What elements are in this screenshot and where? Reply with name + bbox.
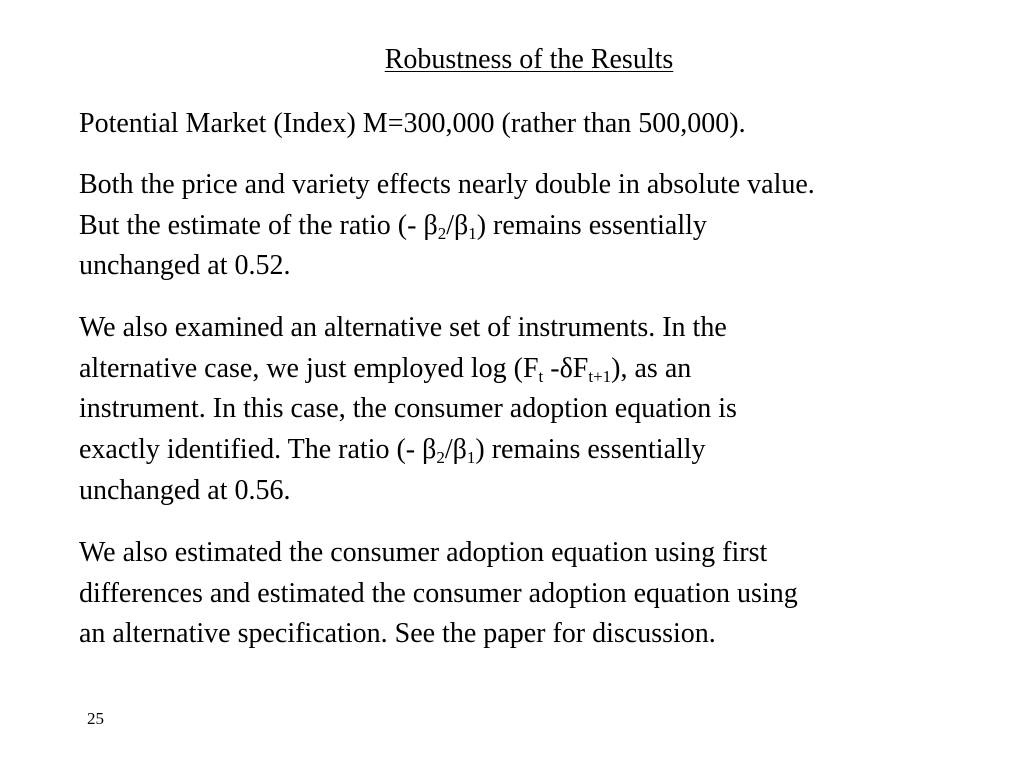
beta-symbol: β xyxy=(423,209,438,241)
beta-subscript-1: 1 xyxy=(468,223,477,243)
effects-line-2-start: But the estimate of the ratio (- xyxy=(79,209,424,241)
instruments-line-2-end: ), as an xyxy=(611,352,692,384)
instruments-line-2-start: alternative case, we just employed log (F xyxy=(79,352,539,384)
effects-line-2 xyxy=(79,206,999,247)
instruments-line-4-end: ) remains essentially xyxy=(475,434,706,466)
minus-delta-f: -δF xyxy=(543,352,589,384)
beta-symbol: β xyxy=(453,209,469,241)
ratio-slash: / xyxy=(444,434,453,466)
slide-number: 25 xyxy=(87,709,104,728)
differences-line-1: We also estimated the consumer adoption equation using first xyxy=(79,537,768,568)
beta-symbol: β xyxy=(452,434,467,466)
differences-paragraph xyxy=(79,533,999,655)
effects-paragraph xyxy=(79,165,999,287)
f-subscript-t: t xyxy=(538,366,544,386)
effects-line-2-end: ) remains essentially xyxy=(476,209,707,241)
market-paragraph xyxy=(79,104,999,145)
instruments-paragraph xyxy=(79,308,999,512)
instruments-line-4-start: exactly identified. The ratio (- xyxy=(79,434,423,466)
effects-line-1: Both the price and variety effects nearly double in absolute value. xyxy=(79,169,815,200)
instruments-line-2 xyxy=(79,349,999,390)
effects-line-3: unchanged at 0.52. xyxy=(79,250,291,282)
instruments-line-3: instrument. In this case, the consumer adoption equation is xyxy=(79,393,737,425)
market-line: Potential Market (Index) M=300,000 (rather than 500,000). xyxy=(79,108,746,139)
instruments-line-4 xyxy=(79,430,999,471)
differences-line-2: differences and estimated the consumer adoption equation using xyxy=(79,577,798,609)
differences-line-3: an alternative specification. See the paper for discussion. xyxy=(79,618,716,650)
ratio-slash: / xyxy=(446,209,454,241)
f-subscript-t-plus-1: t+1 xyxy=(588,366,612,386)
beta-subscript-2: 2 xyxy=(436,448,445,468)
beta-symbol: β xyxy=(422,434,437,466)
instruments-line-5: unchanged at 0.56. xyxy=(79,474,291,506)
beta-subscript-1: 1 xyxy=(466,448,476,468)
instruments-line-1: We also examined an alternative set of instruments. In the xyxy=(79,312,727,343)
beta-subscript-2: 2 xyxy=(437,223,447,243)
slide-title: Robustness of the Results xyxy=(384,44,674,75)
